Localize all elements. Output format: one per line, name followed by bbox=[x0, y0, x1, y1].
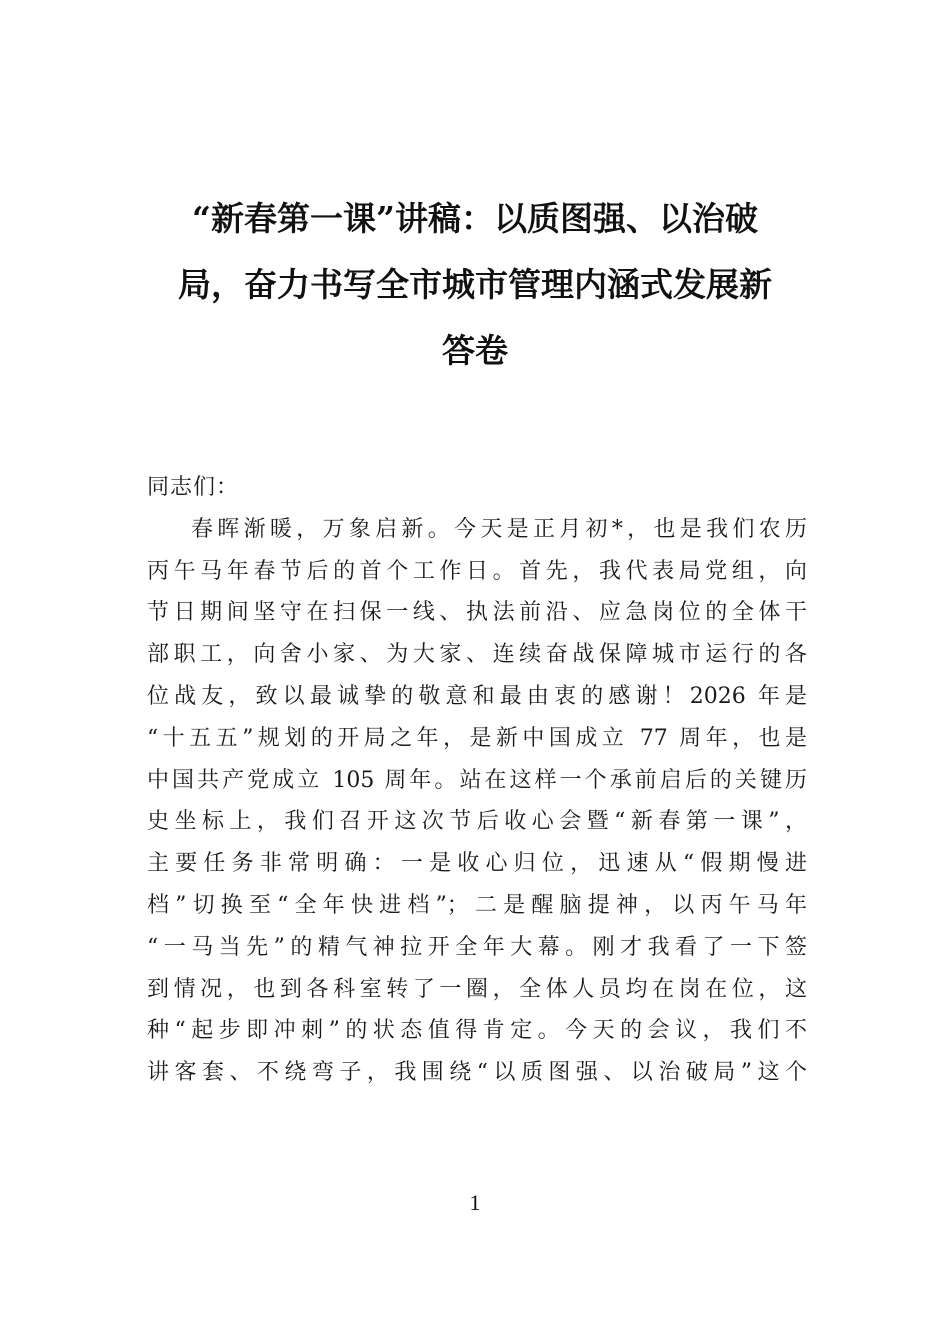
paragraph-line: 部职工，向舍小家、为大家、连续奋战保障城市运行的各 bbox=[147, 642, 807, 668]
document-title bbox=[130, 186, 820, 384]
salutation: 同志们： bbox=[147, 475, 240, 500]
title-line: 答卷 bbox=[442, 331, 508, 370]
paragraph-line: 档”切换至“全年快进档”；二是醒脑提神，以丙午马年 bbox=[147, 892, 807, 918]
title-line: 局，奋力书写全市城市管理内涵式发展新 bbox=[178, 265, 772, 304]
paragraph-line: 位战友，致以最诚挚的敬意和最由衷的感谢！2026 年是 bbox=[147, 683, 807, 709]
paragraph-line: 史坐标上，我们召开这次节后收心会暨“新春第一课”， bbox=[147, 809, 807, 835]
paragraph-line: 种“起步即冲刺”的状态值得肯定。今天的会议，我们不 bbox=[147, 1018, 807, 1044]
paragraph-line: 主要任务非常明确：一是收心归位，迅速从“假期慢进 bbox=[147, 851, 807, 877]
paragraph-line: 丙午马年春节后的首个工作日。首先，我代表局党组，向 bbox=[147, 558, 807, 584]
paragraph-line: 讲客套、不绕弯子，我围绕“以质图强、以治破局”这个 bbox=[147, 1060, 807, 1086]
title-line: “新春第一课”讲稿：以质图强、以治破 bbox=[192, 199, 758, 238]
paragraph-line: “十五五”规划的开局之年，是新中国成立 77 周年，也是 bbox=[147, 725, 807, 751]
paragraph-line: 春晖渐暖，万象启新。今天是正月初*，也是我们农历 bbox=[191, 516, 807, 542]
body-paragraph bbox=[147, 509, 807, 1094]
paragraph-line: 节日期间坚守在扫保一线、执法前沿、应急岗位的全体干 bbox=[147, 600, 807, 626]
paragraph-line: “一马当先”的精气神拉开全年大幕。刚才我看了一下签 bbox=[147, 934, 807, 960]
document-body bbox=[147, 467, 807, 1094]
paragraph-line: 中国共产党成立 105 周年。站在这样一个承前启后的关键历 bbox=[147, 767, 807, 793]
page-number: 1 bbox=[469, 1190, 481, 1215]
paragraph-line: 到情况，也到各科室转了一圈，全体人员均在岗在位，这 bbox=[147, 976, 807, 1002]
